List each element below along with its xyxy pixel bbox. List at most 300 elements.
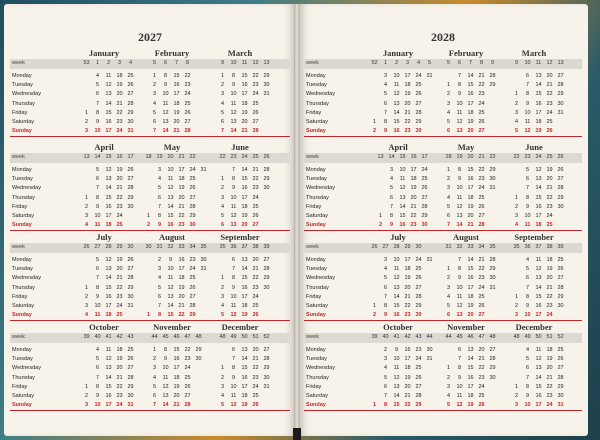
day-cell: 4 bbox=[446, 194, 451, 201]
week-label: week bbox=[12, 60, 25, 66]
day-cell: 1 bbox=[220, 73, 225, 79]
day-cell: 13 bbox=[535, 275, 542, 282]
day-cell: 15 bbox=[105, 109, 112, 116]
day-cell: 16 bbox=[467, 91, 474, 98]
week-number: 23 bbox=[230, 154, 237, 160]
day-cell: 27 bbox=[127, 176, 134, 183]
day-cell: 7 bbox=[383, 293, 388, 300]
day-cell: 11 bbox=[535, 257, 542, 263]
quarter-row bbox=[298, 322, 588, 426]
day-cell: 14 bbox=[399, 203, 406, 210]
day-cell: 19 bbox=[241, 402, 248, 409]
weekday-label: Thursday bbox=[306, 374, 329, 381]
week-label: week bbox=[306, 334, 319, 340]
week-number: 48 bbox=[195, 334, 202, 340]
day-cell: 30 bbox=[489, 275, 496, 282]
day-cell: 27 bbox=[127, 91, 134, 98]
day-cell: 23 bbox=[116, 119, 123, 125]
day-cell: 16 bbox=[535, 393, 542, 399]
day-cell: 10 bbox=[162, 91, 169, 98]
weekday-label: Tuesday bbox=[12, 266, 33, 273]
month-name: April bbox=[94, 142, 114, 152]
day-cell: 22 bbox=[478, 82, 485, 89]
day-cell: 3 bbox=[220, 293, 225, 300]
day-cell: 1 bbox=[446, 167, 451, 173]
day-cell: 24 bbox=[252, 383, 259, 390]
day-cell: 17 bbox=[535, 312, 542, 319]
day-cell: 14 bbox=[535, 82, 542, 89]
year-heading: 2027 bbox=[138, 30, 162, 44]
day-cell: 2 bbox=[84, 393, 89, 399]
day-cell: 25 bbox=[189, 275, 196, 282]
week-number: 19 bbox=[456, 154, 463, 160]
day-cell: 30 bbox=[557, 303, 564, 309]
month-name: August bbox=[159, 232, 185, 242]
day-cell: 11 bbox=[230, 393, 237, 399]
week-number: 43 bbox=[127, 334, 134, 340]
day-cell: 2 bbox=[372, 312, 377, 319]
day-cell: 21 bbox=[478, 73, 485, 79]
day-cell: 25 bbox=[478, 393, 485, 399]
week-number: 13 bbox=[263, 60, 270, 66]
day-cell: 12 bbox=[167, 185, 174, 192]
day-cell: 27 bbox=[478, 312, 485, 319]
day-cell: 16 bbox=[167, 222, 174, 229]
day-cell: 1 bbox=[446, 82, 451, 89]
day-cell: 5 bbox=[514, 128, 519, 135]
day-cell: 22 bbox=[252, 73, 259, 79]
day-cell: 14 bbox=[105, 374, 112, 381]
day-cell: 8 bbox=[525, 383, 530, 390]
day-cell: 15 bbox=[105, 194, 112, 201]
week-number: 35 bbox=[513, 244, 520, 250]
day-cell: 29 bbox=[415, 119, 422, 125]
day-cell: 21 bbox=[178, 203, 185, 210]
day-cell: 2 bbox=[152, 356, 157, 363]
day-cell: 26 bbox=[557, 356, 564, 363]
day-cell: 7 bbox=[389, 203, 394, 210]
day-cell: 28 bbox=[184, 128, 191, 135]
day-cell: 14 bbox=[393, 109, 400, 116]
week-number: 31 bbox=[445, 244, 452, 250]
weekday-label: Thursday bbox=[12, 194, 35, 201]
day-cell: 31 bbox=[489, 185, 496, 192]
day-cell: 12 bbox=[105, 356, 112, 363]
day-cell: 7 bbox=[152, 402, 157, 409]
weekday-label: Saturday bbox=[306, 303, 329, 309]
day-cell: 20 bbox=[252, 347, 259, 353]
day-cell: 8 bbox=[457, 266, 462, 273]
weekday-label: Tuesday bbox=[306, 176, 327, 183]
day-cell: 26 bbox=[546, 128, 553, 135]
day-cell: 16 bbox=[173, 356, 180, 363]
day-cell: 17 bbox=[467, 383, 474, 390]
day-cell: 26 bbox=[415, 374, 422, 381]
day-cell: 5 bbox=[446, 303, 451, 309]
day-cell: 29 bbox=[421, 213, 428, 219]
day-cell: 23 bbox=[546, 203, 553, 210]
day-cell: 31 bbox=[263, 383, 270, 390]
day-cell: 9 bbox=[457, 176, 462, 183]
day-cell: 23 bbox=[415, 347, 422, 353]
week-number: 41 bbox=[105, 334, 112, 340]
day-cell: 16 bbox=[535, 203, 542, 210]
weekday-label: Sunday bbox=[306, 222, 326, 229]
day-cell: 5 bbox=[383, 275, 388, 282]
day-cell: 23 bbox=[546, 303, 553, 309]
week-number: 49 bbox=[230, 334, 237, 340]
week-number: 17 bbox=[127, 154, 134, 160]
day-cell: 22 bbox=[252, 365, 259, 372]
day-cell: 23 bbox=[116, 203, 123, 210]
day-cell: 1 bbox=[220, 275, 225, 282]
day-cell: 7 bbox=[525, 82, 530, 89]
day-cell: 13 bbox=[167, 293, 174, 300]
day-cell: 8 bbox=[457, 167, 462, 173]
day-cell: 23 bbox=[478, 176, 485, 183]
day-cell: 20 bbox=[546, 73, 553, 79]
week-number: 36 bbox=[230, 244, 237, 250]
day-cell: 3 bbox=[220, 383, 225, 390]
day-cell: 27 bbox=[421, 194, 428, 201]
week-number: 48 bbox=[219, 334, 226, 340]
day-cell: 7 bbox=[157, 303, 162, 309]
day-cell: 24 bbox=[546, 213, 553, 219]
day-cell: 29 bbox=[557, 194, 564, 201]
day-cell: 15 bbox=[173, 73, 180, 79]
day-cell: 2 bbox=[514, 393, 519, 399]
day-cell: 22 bbox=[178, 312, 185, 319]
month-name: March bbox=[521, 48, 547, 58]
day-cell: 13 bbox=[230, 222, 237, 229]
day-cell: 18 bbox=[404, 266, 411, 273]
weekday-label: Wednesday bbox=[12, 275, 41, 282]
day-cell: 1 bbox=[220, 365, 225, 372]
weekday-label: Sunday bbox=[12, 128, 32, 135]
day-cell: 8 bbox=[157, 213, 162, 219]
week-number: 6 bbox=[457, 60, 462, 66]
week-number: 3 bbox=[405, 60, 410, 66]
day-cell: 2 bbox=[84, 119, 89, 125]
day-cell: 5 bbox=[157, 284, 162, 291]
day-cell: 4 bbox=[446, 393, 451, 399]
day-cell: 22 bbox=[478, 266, 485, 273]
day-cell: 28 bbox=[489, 73, 496, 79]
day-cell: 28 bbox=[127, 275, 134, 282]
sunday-divider bbox=[10, 136, 290, 137]
day-cell: 14 bbox=[456, 222, 463, 229]
day-cell: 16 bbox=[404, 347, 411, 353]
day-cell: 6 bbox=[152, 119, 157, 125]
week-number: 13 bbox=[83, 154, 90, 160]
day-cell: 24 bbox=[415, 356, 422, 363]
month-name: October bbox=[89, 322, 119, 332]
weekday-label: Wednesday bbox=[12, 365, 41, 372]
day-cell: 11 bbox=[230, 303, 237, 309]
day-cell: 21 bbox=[116, 374, 123, 381]
day-cell: 12 bbox=[105, 257, 112, 263]
day-cell: 3 bbox=[157, 167, 162, 173]
day-cell: 25 bbox=[557, 347, 564, 353]
day-cell: 24 bbox=[252, 194, 259, 201]
day-cell: 11 bbox=[399, 176, 406, 183]
day-cell: 26 bbox=[421, 185, 428, 192]
day-cell: 10 bbox=[456, 100, 463, 107]
day-cell: 28 bbox=[415, 393, 422, 399]
day-cell: 11 bbox=[162, 100, 169, 107]
quarter-row bbox=[4, 232, 296, 336]
month-name: December bbox=[515, 322, 553, 332]
day-cell: 18 bbox=[241, 203, 248, 210]
day-cell: 29 bbox=[195, 347, 202, 353]
week-number: 17 bbox=[421, 154, 428, 160]
weekday-label: Friday bbox=[12, 109, 28, 116]
day-cell: 17 bbox=[535, 213, 542, 219]
day-cell: 23 bbox=[546, 393, 553, 399]
day-cell: 27 bbox=[415, 383, 422, 390]
day-cell: 3 bbox=[220, 194, 225, 201]
day-cell: 19 bbox=[116, 167, 123, 173]
weekday-label: Friday bbox=[12, 293, 28, 300]
day-cell: 17 bbox=[241, 293, 248, 300]
month-name: October bbox=[383, 322, 413, 332]
week-number: 49 bbox=[524, 334, 531, 340]
day-cell: 10 bbox=[230, 91, 237, 98]
day-cell: 8 bbox=[231, 176, 236, 183]
day-cell: 2 bbox=[146, 222, 151, 229]
day-cell: 13 bbox=[241, 347, 248, 353]
week-number: 20 bbox=[167, 154, 174, 160]
day-cell: 8 bbox=[95, 109, 100, 116]
day-cell: 2 bbox=[84, 203, 89, 210]
day-cell: 30 bbox=[263, 185, 270, 192]
day-cell: 2 bbox=[152, 82, 157, 89]
day-cell: 14 bbox=[105, 185, 112, 192]
day-cell: 8 bbox=[231, 73, 236, 79]
week-number: 22 bbox=[489, 154, 496, 160]
day-cell: 28 bbox=[252, 128, 259, 135]
weekday-label: Tuesday bbox=[12, 176, 33, 183]
day-cell: 23 bbox=[404, 312, 411, 319]
day-cell: 15 bbox=[105, 383, 112, 390]
week-number: 29 bbox=[404, 244, 411, 250]
day-cell: 25 bbox=[478, 109, 485, 116]
day-cell: 7 bbox=[231, 167, 236, 173]
sunday-divider bbox=[304, 410, 582, 411]
day-cell: 18 bbox=[535, 222, 542, 229]
week-number: 21 bbox=[478, 154, 485, 160]
week-number: 20 bbox=[467, 154, 474, 160]
day-cell: 3 bbox=[152, 91, 157, 98]
week-number: 1 bbox=[95, 60, 100, 66]
week-number: 44 bbox=[426, 334, 433, 340]
day-cell: 27 bbox=[557, 73, 564, 79]
day-cell: 22 bbox=[252, 176, 259, 183]
day-cell: 31 bbox=[426, 257, 433, 263]
day-cell: 12 bbox=[162, 383, 169, 390]
weekday-label: Monday bbox=[12, 73, 32, 79]
day-cell: 17 bbox=[178, 266, 185, 273]
day-cell: 11 bbox=[94, 222, 101, 229]
day-cell: 6 bbox=[383, 100, 388, 107]
day-cell: 25 bbox=[252, 203, 259, 210]
day-cell: 20 bbox=[467, 213, 474, 219]
day-cell: 27 bbox=[415, 284, 422, 291]
day-cell: 8 bbox=[163, 73, 168, 79]
weekday-label: Monday bbox=[12, 167, 32, 173]
day-cell: 10 bbox=[393, 73, 400, 79]
day-cell: 17 bbox=[410, 167, 417, 173]
weekday-label: Tuesday bbox=[12, 82, 33, 89]
week-number: 40 bbox=[382, 334, 389, 340]
day-cell: 17 bbox=[404, 257, 411, 263]
week-number: 8 bbox=[185, 60, 190, 66]
weekday-label: Saturday bbox=[12, 393, 35, 399]
day-cell: 29 bbox=[489, 167, 496, 173]
day-cell: 6 bbox=[389, 194, 394, 201]
day-cell: 20 bbox=[546, 365, 553, 372]
day-cell: 27 bbox=[415, 100, 422, 107]
day-cell: 3 bbox=[446, 284, 451, 291]
day-cell: 22 bbox=[252, 275, 259, 282]
day-cell: 3 bbox=[383, 356, 388, 363]
day-cell: 24 bbox=[116, 402, 123, 409]
week-number: 51 bbox=[252, 334, 259, 340]
week-number: 12 bbox=[252, 60, 259, 66]
day-cell: 21 bbox=[252, 266, 259, 273]
week-number: 1 bbox=[383, 60, 388, 66]
day-cell: 16 bbox=[241, 374, 248, 381]
day-cell: 13 bbox=[393, 284, 400, 291]
day-cell: 1 bbox=[372, 402, 377, 409]
day-cell: 15 bbox=[241, 275, 248, 282]
day-cell: 2 bbox=[446, 91, 451, 98]
day-cell: 6 bbox=[231, 257, 236, 263]
day-cell: 13 bbox=[162, 119, 169, 125]
day-cell: 3 bbox=[383, 257, 388, 263]
day-cell: 2 bbox=[157, 257, 162, 263]
day-cell: 13 bbox=[535, 365, 542, 372]
day-cell: 22 bbox=[404, 119, 411, 125]
weekday-label: Friday bbox=[306, 293, 322, 300]
day-cell: 5 bbox=[95, 257, 100, 263]
month-name: June bbox=[231, 142, 249, 152]
week-number: 35 bbox=[219, 244, 226, 250]
day-cell: 19 bbox=[241, 109, 248, 116]
day-cell: 22 bbox=[116, 194, 123, 201]
day-cell: 12 bbox=[456, 303, 463, 309]
day-cell: 26 bbox=[127, 356, 134, 363]
day-cell: 15 bbox=[167, 312, 174, 319]
day-cell: 27 bbox=[557, 365, 564, 372]
day-cell: 20 bbox=[546, 176, 553, 183]
day-cell: 26 bbox=[557, 266, 564, 273]
day-cell: 12 bbox=[393, 91, 400, 98]
day-cell: 28 bbox=[415, 109, 422, 116]
day-cell: 29 bbox=[263, 365, 270, 372]
day-cell: 18 bbox=[116, 347, 123, 353]
day-cell: 25 bbox=[116, 222, 123, 229]
weekday-label: Wednesday bbox=[306, 275, 335, 282]
day-cell: 2 bbox=[84, 293, 89, 300]
day-cell: 5 bbox=[525, 167, 530, 173]
day-cell: 5 bbox=[389, 185, 394, 192]
day-cell: 24 bbox=[189, 167, 196, 173]
day-cell: 30 bbox=[263, 284, 270, 291]
day-cell: 18 bbox=[241, 100, 248, 107]
quarter-row bbox=[298, 142, 588, 246]
day-cell: 10 bbox=[230, 194, 237, 201]
day-cell: 23 bbox=[116, 393, 123, 399]
day-cell: 27 bbox=[478, 213, 485, 219]
week-number: 24 bbox=[535, 154, 542, 160]
week-number: 26 bbox=[557, 154, 564, 160]
day-cell: 7 bbox=[457, 73, 462, 79]
day-cell: 27 bbox=[489, 347, 496, 353]
day-cell: 9 bbox=[525, 303, 530, 309]
day-cell: 11 bbox=[230, 203, 237, 210]
day-cell: 11 bbox=[162, 374, 169, 381]
day-cell: 24 bbox=[478, 383, 485, 390]
day-cell: 8 bbox=[95, 194, 100, 201]
day-cell: 22 bbox=[116, 109, 123, 116]
week-number: 34 bbox=[189, 244, 196, 250]
week-number: 52 bbox=[263, 334, 270, 340]
day-cell: 5 bbox=[525, 356, 530, 363]
day-cell: 4 bbox=[383, 266, 388, 273]
day-cell: 16 bbox=[105, 119, 112, 125]
day-cell: 12 bbox=[162, 109, 169, 116]
day-cell: 20 bbox=[178, 293, 185, 300]
day-cell: 17 bbox=[241, 91, 248, 98]
day-cell: 26 bbox=[252, 109, 259, 116]
week-number: 11 bbox=[535, 60, 542, 66]
day-cell: 8 bbox=[525, 194, 530, 201]
weekday-label: Saturday bbox=[12, 213, 35, 219]
week-number: 51 bbox=[546, 334, 553, 340]
day-cell: 14 bbox=[241, 167, 248, 173]
day-cell: 29 bbox=[127, 383, 134, 390]
day-cell: 21 bbox=[404, 293, 411, 300]
day-cell: 24 bbox=[478, 185, 485, 192]
day-cell: 29 bbox=[557, 293, 564, 300]
day-cell: 6 bbox=[525, 73, 530, 79]
day-cell: 15 bbox=[241, 365, 248, 372]
day-cell: 9 bbox=[383, 128, 388, 135]
weekday-label: Sunday bbox=[12, 402, 32, 409]
day-cell: 22 bbox=[184, 347, 191, 353]
day-cell: 23 bbox=[546, 100, 553, 107]
day-cell: 20 bbox=[173, 393, 180, 399]
day-cell: 8 bbox=[231, 275, 236, 282]
weekday-label: Monday bbox=[12, 257, 32, 263]
month-name: February bbox=[154, 48, 190, 58]
day-cell: 21 bbox=[546, 374, 553, 381]
day-cell: 4 bbox=[220, 303, 225, 309]
day-cell: 19 bbox=[535, 128, 542, 135]
day-cell: 16 bbox=[105, 393, 112, 399]
day-cell: 17 bbox=[173, 91, 180, 98]
day-cell: 6 bbox=[95, 91, 100, 98]
day-cell: 9 bbox=[525, 100, 530, 107]
day-cell: 11 bbox=[105, 73, 112, 79]
day-cell: 21 bbox=[478, 257, 485, 263]
week-number: 42 bbox=[116, 334, 123, 340]
week-number: 50 bbox=[241, 334, 248, 340]
week-number: 26 bbox=[263, 154, 270, 160]
day-cell: 12 bbox=[524, 128, 531, 135]
week-number: 10 bbox=[230, 60, 237, 66]
